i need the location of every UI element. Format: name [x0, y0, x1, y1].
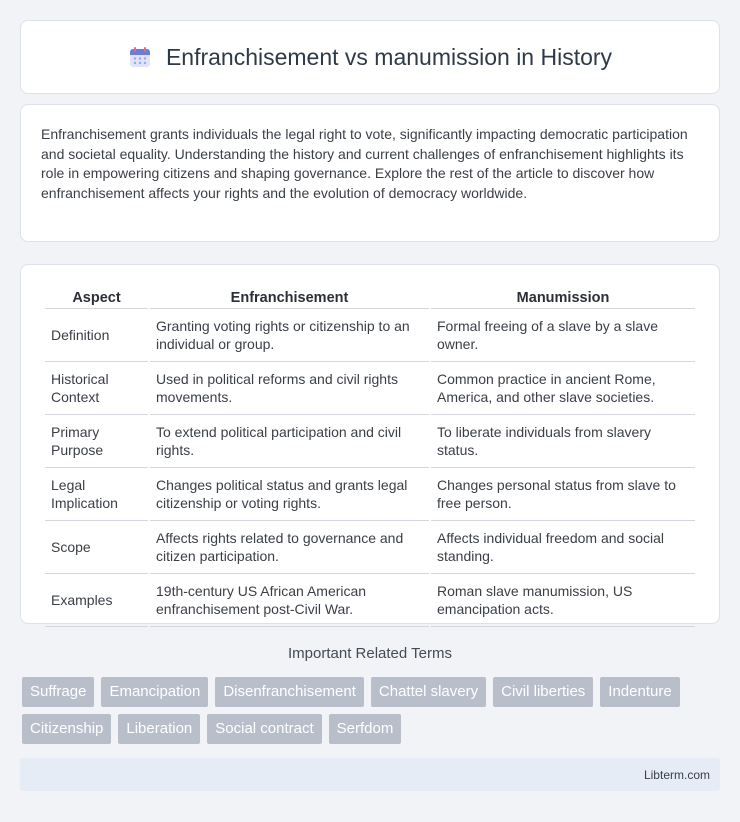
cell-enfranchisement: Used in political reforms and civil rights movements.	[150, 362, 429, 415]
table-row	[45, 362, 695, 415]
cell-manumission: Formal freeing of a slave by a slave owner.	[431, 309, 695, 362]
cell-enfranchisement: Changes political status and grants legal citizenship or voting rights.	[150, 468, 429, 521]
cell-aspect: Examples	[45, 574, 148, 627]
table-row	[45, 521, 695, 574]
cell-enfranchisement: To extend political participation and civil rights.	[150, 415, 429, 468]
column-header-manumission: Manumission	[431, 285, 695, 309]
column-header-aspect: Aspect	[45, 285, 148, 309]
cell-enfranchisement: 19th-century US African American enfranchisement post-Civil War.	[150, 574, 429, 627]
intro-card	[20, 104, 720, 242]
table-row	[45, 309, 695, 362]
footer-brand-link[interactable]: Libterm.com	[643, 767, 710, 782]
cell-manumission: Common practice in ancient Rome, America, and other slave societies.	[431, 362, 695, 415]
column-header-enfranchisement: Enfranchisement	[150, 285, 429, 309]
tag-citizenship[interactable]: Citizenship	[22, 714, 111, 744]
cell-aspect: Historical Context	[45, 362, 148, 415]
cell-manumission: Changes personal status from slave to free person.	[431, 468, 695, 521]
header-card	[20, 20, 720, 94]
tag-emancipation[interactable]: Emancipation	[101, 677, 208, 707]
tag-civil-liberties[interactable]: Civil liberties	[493, 677, 593, 707]
tag-indenture[interactable]: Indenture	[600, 677, 679, 707]
tag-social-contract[interactable]: Social contract	[207, 714, 321, 744]
intro-text: Enfranchisement grants individuals the legal right to vote, significantly impacting democratic participation and societal equality. Understanding the history and current challenges of enfranchisement highlights its role in empowering citizens and shaping governance. Explore the rest of the article to discover how enfranchisement affects your rights and the evolution of democracy worldwide.	[41, 126, 688, 201]
cell-aspect: Legal Implication	[45, 468, 148, 521]
title-wrap	[128, 44, 612, 71]
table-row	[45, 574, 695, 627]
tag-suffrage[interactable]: Suffrage	[22, 677, 94, 707]
tag-disenfranchisement[interactable]: Disenfranchisement	[215, 677, 364, 707]
cell-aspect: Definition	[45, 309, 148, 362]
footer	[20, 758, 720, 791]
table-row	[45, 415, 695, 468]
cell-manumission: Affects individual freedom and social standing.	[431, 521, 695, 574]
table-header-row	[45, 285, 695, 309]
cell-enfranchisement: Granting voting rights or citizenship to an individual or group.	[150, 309, 429, 362]
tag-serfdom[interactable]: Serfdom	[329, 714, 402, 744]
cell-aspect: Scope	[45, 521, 148, 574]
related-terms-tags	[22, 677, 722, 744]
cell-enfranchisement: Affects rights related to governance and citizen participation.	[150, 521, 429, 574]
page-title: Enfranchisement vs manumission in History	[165, 43, 613, 70]
calendar-icon	[128, 45, 152, 69]
comparison-table	[43, 285, 697, 627]
related-terms-title: Important Related Terms	[288, 645, 452, 662]
comparison-table-card	[20, 264, 720, 624]
cell-manumission: To liberate individuals from slavery status.	[431, 415, 695, 468]
tag-chattel-slavery[interactable]: Chattel slavery	[371, 677, 486, 707]
cell-aspect: Primary Purpose	[45, 415, 148, 468]
cell-manumission: Roman slave manumission, US emancipation acts.	[431, 574, 695, 627]
table-row	[45, 468, 695, 521]
tag-liberation[interactable]: Liberation	[118, 714, 200, 744]
